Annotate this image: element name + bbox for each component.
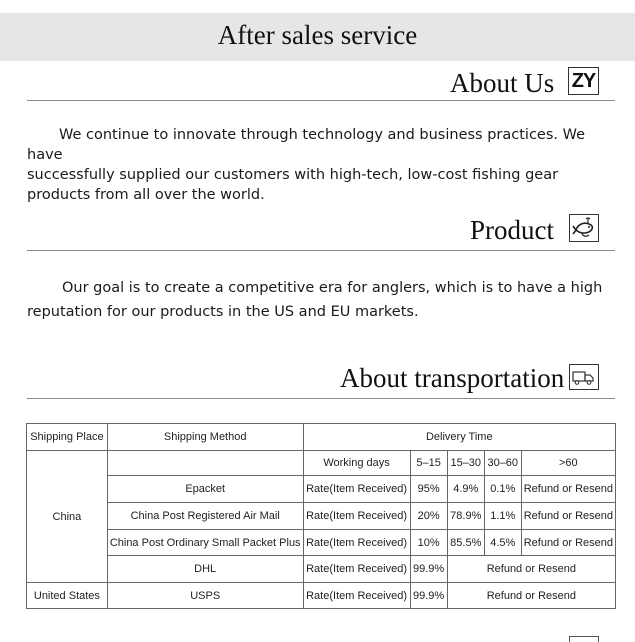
method-cell: China Post Ordinary Small Packet Plus [107,530,303,556]
method-cell: China Post Registered Air Mail [107,503,303,530]
fish-icon [569,214,599,242]
table-row [27,476,616,503]
method-cell: DHL [107,556,303,583]
table-row [27,503,616,530]
value-cell: 0.1% [484,476,521,503]
value-cell: 20% [410,503,447,530]
place-united-states: United States [27,583,108,609]
value-cell: 4.5% [484,530,521,556]
page-title: After sales service [217,20,418,50]
value-cell: 10% [410,530,447,556]
product-title: Product [470,215,554,245]
rate-cell: Rate(Item Received) [303,583,410,609]
product-text-line1: Our goal is to create a competitive era for anglers, which is to have a high [62,280,603,296]
subheader-empty [107,451,303,476]
value-cell: 4.9% [447,476,484,503]
subheader-range-3: 30–60 [484,451,521,476]
table-row [27,556,616,583]
header-delivery-time: Delivery Time [303,424,615,451]
product-text-rest: reputation for our products in the US and EU markets. [27,304,419,320]
header-shipping-method: Shipping Method [107,424,303,451]
table-row [27,530,616,556]
shipping-table [26,423,616,609]
value-cell: Refund or Resend [521,476,615,503]
value-cell: 99.9% [410,583,447,609]
product-divider [27,250,615,251]
table-header-row [27,424,616,451]
value-cell: Refund or Resend [521,530,615,556]
value-cell: Refund or Resend [521,503,615,530]
company-logo-text: ZY [571,70,596,92]
table-row [27,583,616,609]
value-cell: Refund or Resend [447,556,615,583]
subheader-range-2: 15–30 [447,451,484,476]
next-section-icon [569,636,599,642]
subheader-range-1: 5–15 [410,451,447,476]
about-us-title: About Us [450,68,555,98]
rate-cell: Rate(Item Received) [303,530,410,556]
header-shipping-place: Shipping Place [27,424,108,451]
subheader-range-4: >60 [521,451,615,476]
table-subheader-row [27,451,616,476]
transport-title: About transportation [340,363,565,393]
value-cell: 99.9% [410,556,447,583]
about-text-rest: successfully supplied our customers with high-tech, low-cost fishing gear products from all over the world. [27,167,559,203]
product-text [27,276,617,324]
truck-icon [569,364,599,390]
about-divider [27,100,615,101]
value-cell: Refund or Resend [447,583,615,609]
transport-divider [27,398,615,399]
rate-cell: Rate(Item Received) [303,476,410,503]
subheader-working-days: Working days [303,451,410,476]
value-cell: 85.5% [447,530,484,556]
value-cell: 95% [410,476,447,503]
rate-cell: Rate(Item Received) [303,503,410,530]
method-cell: USPS [107,583,303,609]
method-cell: Epacket [107,476,303,503]
about-text-line1: We continue to innovate through technology and business practices. We have [27,127,586,163]
value-cell: 78.9% [447,503,484,530]
company-logo [568,67,599,95]
about-text [27,125,617,205]
value-cell: 1.1% [484,503,521,530]
place-china: China [27,451,108,583]
rate-cell: Rate(Item Received) [303,556,410,583]
